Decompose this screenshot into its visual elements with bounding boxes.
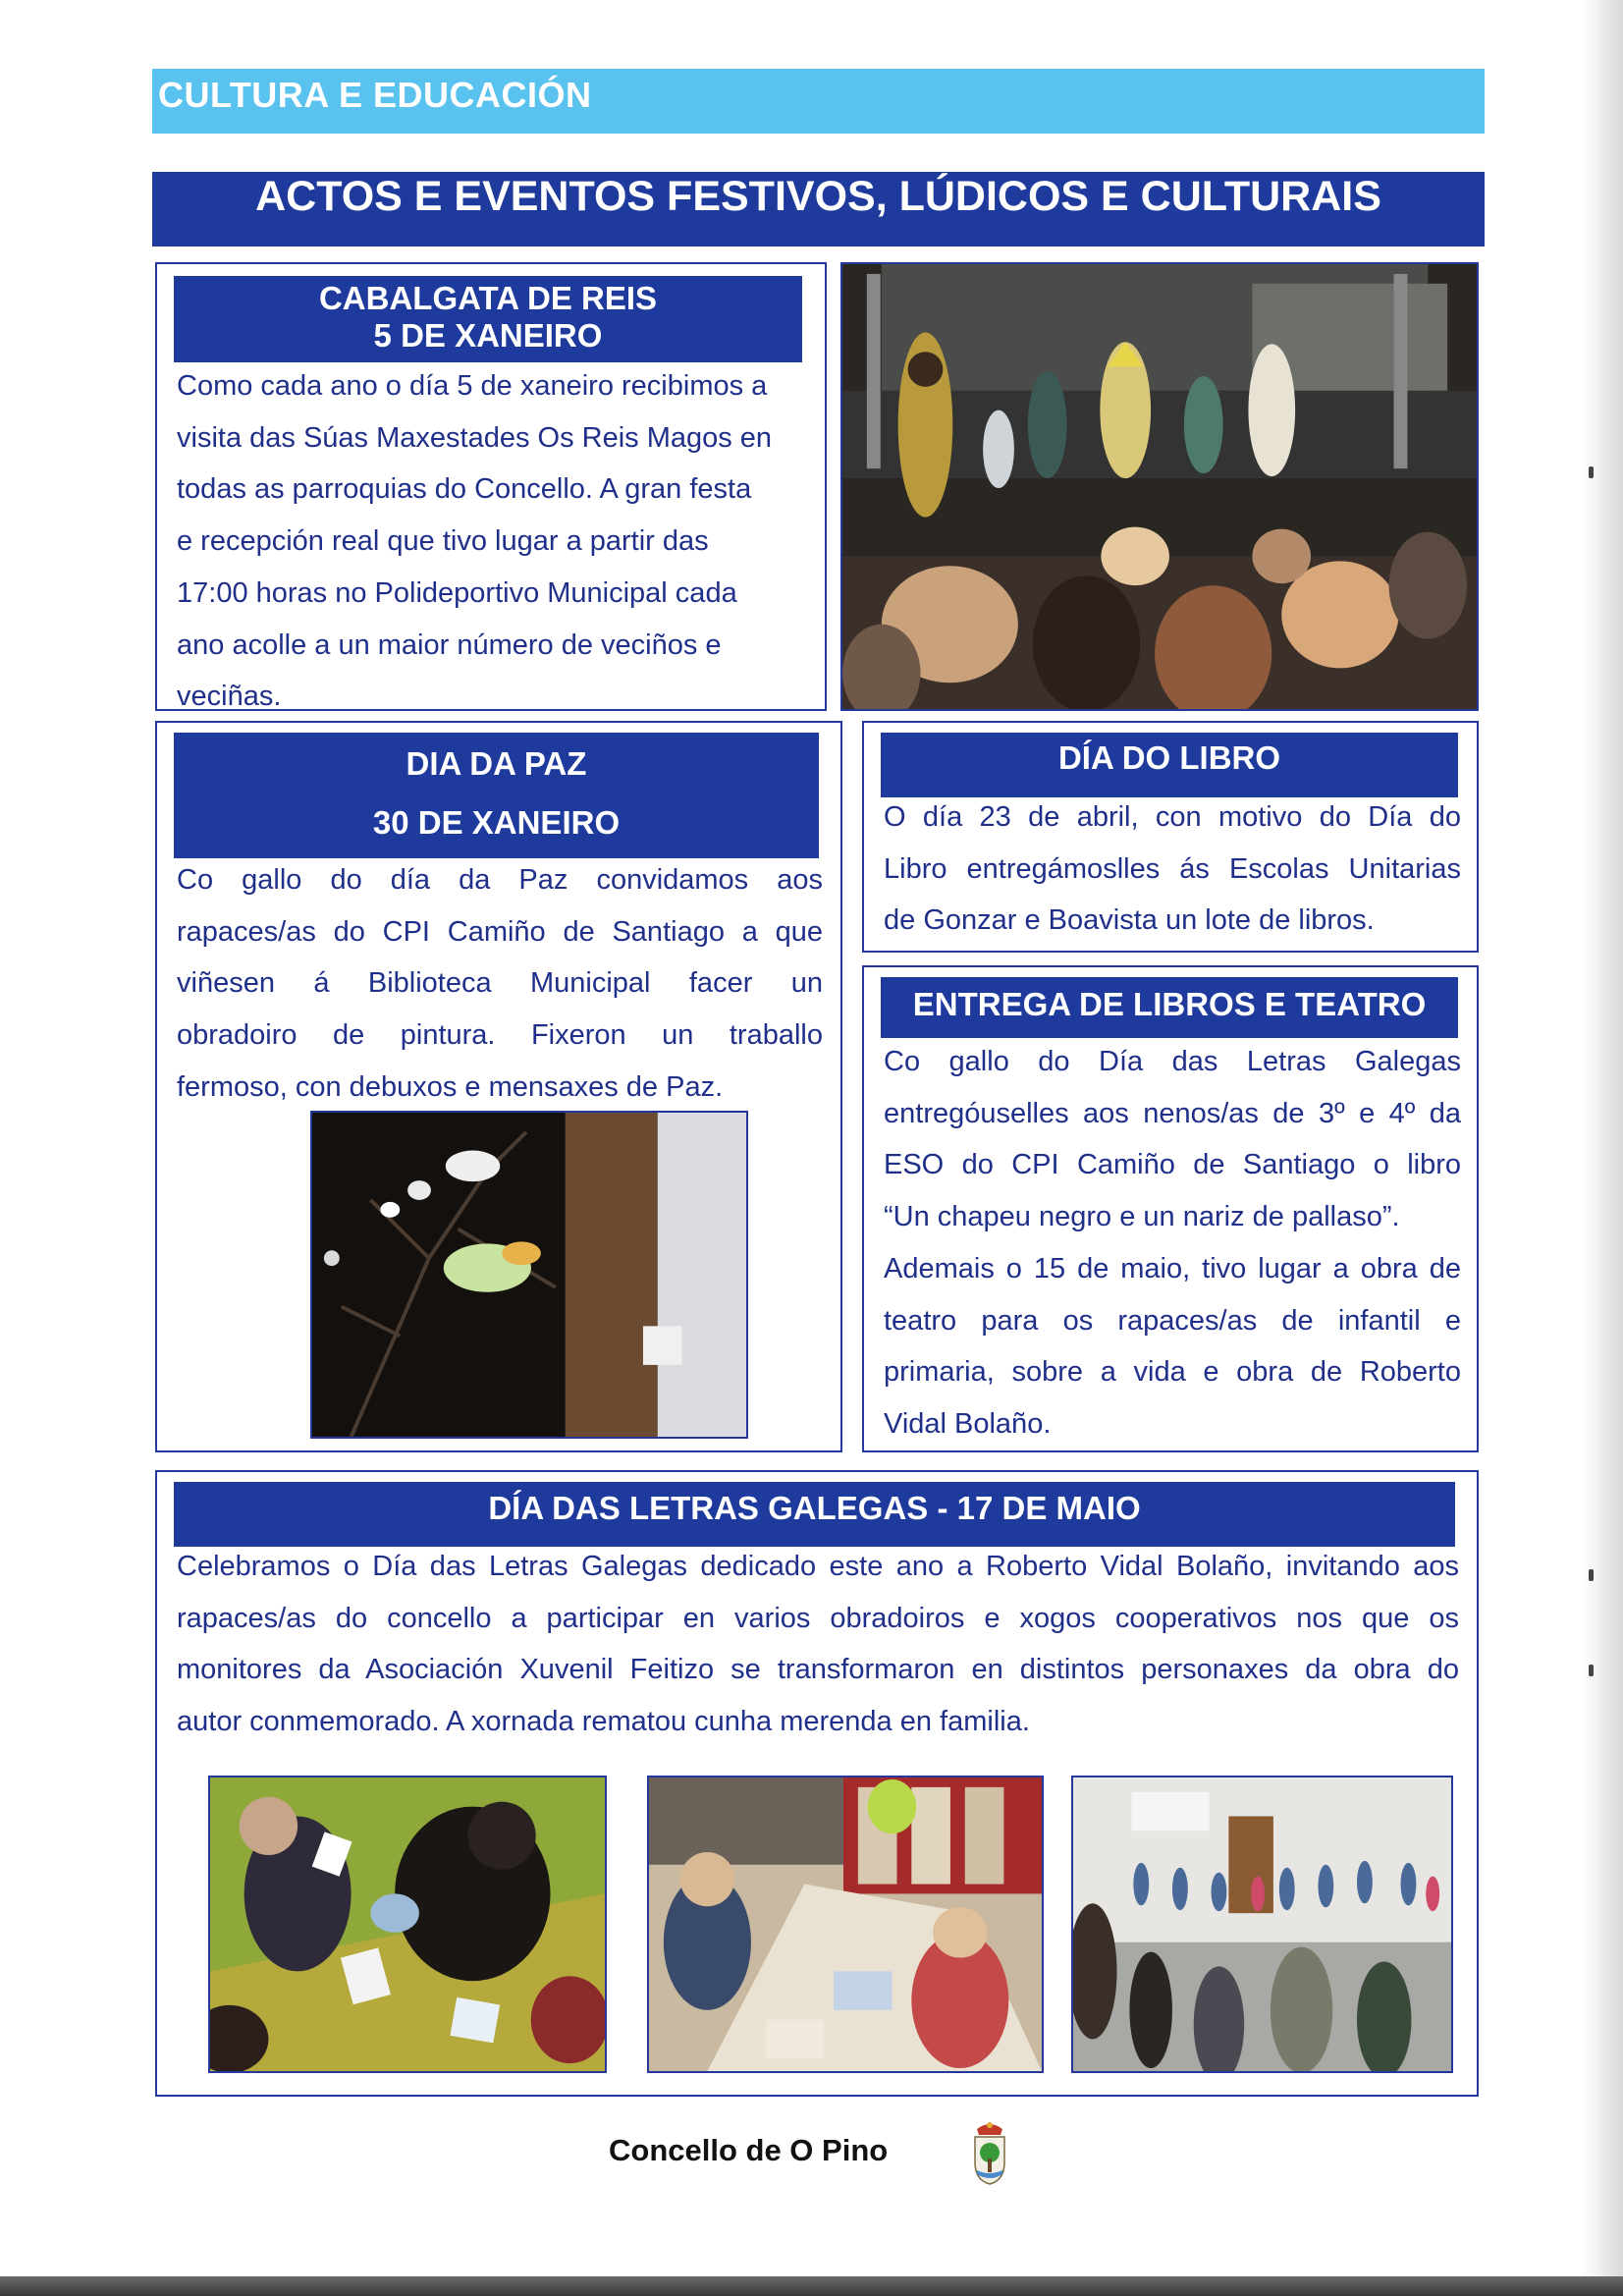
page-edge-shadow bbox=[1583, 0, 1623, 2296]
edge-mark bbox=[1589, 1569, 1594, 1581]
section-header bbox=[152, 69, 1485, 134]
page-title: ACTOS E EVENTOS FESTIVOS, LÚDICOS E CULTURAIS bbox=[152, 172, 1485, 246]
libro-box bbox=[862, 721, 1479, 953]
teatro-box bbox=[862, 965, 1479, 1452]
cabalgata-header: CABALGATA DE REIS 5 DE XANEIRO bbox=[174, 276, 802, 362]
letras-header: DÍA DAS LETRAS GALEGAS - 17 DE MAIO bbox=[174, 1482, 1455, 1547]
letras-photo-3 bbox=[1071, 1776, 1453, 2073]
edge-mark bbox=[1589, 1665, 1594, 1676]
section-title: CULTURA E EDUCACIÓN bbox=[158, 75, 592, 115]
teatro-header: ENTREGA DE LIBROS E TEATRO bbox=[881, 977, 1458, 1038]
letras-text: Celebramos o Día das Letras Galegas dedicado este ano a Roberto Vidal Bolaño, invitando aos rapaces/as do concello a participar en varios obradoiros e xogos cooperativos nos que os monitores da Asociación Xuvenil Feitizo se transformaron en distintos personaxes da obra do autor conmemorado. A xornada rematou cunha merenda en familia. bbox=[177, 1551, 1459, 1738]
cabalgata-photo bbox=[840, 262, 1479, 711]
paz-text: Co gallo do día da Paz convidamos aos rapaces/as do CPI Camiño de Santiago a que viñesen á Biblioteca Municipal facer un obradoiro de pintura. Fixeron un traballo fermoso, con debuxos e mensaxes de Paz. bbox=[177, 864, 823, 1103]
libro-header: DÍA DO LIBRO bbox=[881, 733, 1458, 797]
cabalgata-box bbox=[155, 262, 827, 711]
coat-of-arms-icon bbox=[967, 2119, 1012, 2186]
edge-mark bbox=[1589, 466, 1594, 478]
letras-photo-1 bbox=[208, 1776, 607, 2073]
cabalgata-text: Como cada ano o día 5 de xaneiro recibimos a visita das Súas Maxestades Os Reis Magos en todas as parroquias do Concello. A gran festa e recepción real que tivo lugar a partir das 17:00 horas no Polideportivo Municipal cada ano acolle a un maior número de veciños e veciñas. bbox=[177, 370, 773, 713]
teatro-text: Co gallo do Día das Letras Galegas entregóuselles aos nenos/as de 3º e 4º da ESO do CPI Camiño de Santiago o libro “Un chapeu negro e un nariz de pallaso”. Ademais o 15 de maio, tivo lugar a obra de teatro para os rapaces/as de infantil e primaria, sobre a vida e obra de Roberto Vidal Bolaño. bbox=[884, 1046, 1461, 1440]
letras-box bbox=[155, 1470, 1479, 2097]
footer-municipality: Concello de O Pino bbox=[609, 2133, 889, 2167]
libro-text: O día 23 de abril, con motivo do Día do Libro entregámoslles ás Escolas Unitarias de Gonzar e Boavista un lote de libros. bbox=[884, 801, 1461, 937]
letras-photo-2 bbox=[647, 1776, 1044, 2073]
scan-bottom-edge bbox=[0, 2276, 1623, 2296]
paz-photo bbox=[310, 1111, 748, 1439]
paz-header: DIA DA PAZ 30 DE XANEIRO bbox=[174, 733, 819, 858]
paz-box bbox=[155, 721, 842, 1452]
